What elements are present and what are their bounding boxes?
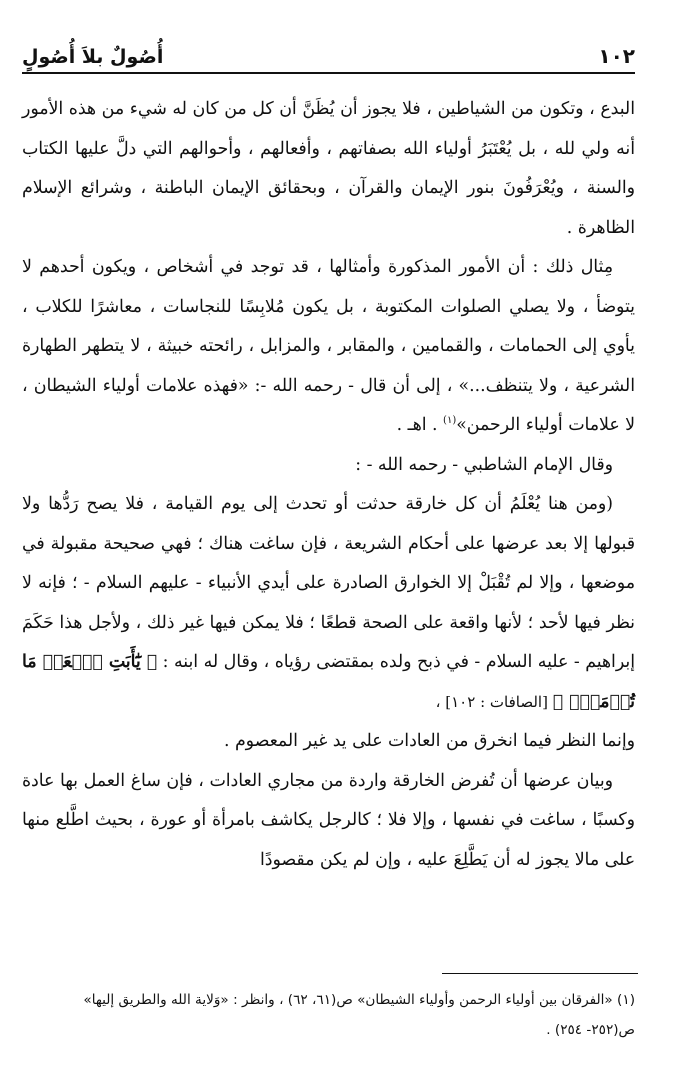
quran-verse: ﴿ يَٰٓأَبَتِ ٱفۡعَلۡ مَا تُؤۡمَرُۖ ﴾ [22,652,635,712]
paragraph-text: (ومن هنا يُعْلَمُ أن كل خارقة حدثت أو تحدث إلى يوم القيامة ، فلا يصح رَدُّها ولا قبولها إلا بعد عرضها على أحكام الشريعة ، فإن ساغت هناك ؛ فهي صحيحة مقبولة في موضعها ، وإلا لم تُقْبَلْ إلا الخوارق الصادرة على أيدي الأنبياء - عليهم السلام - ؛ فإنه لا نظر فيها لأحد ؛ لأنها واقعة على الصحة قطعًا ؛ فلا يمكن فيها غير ذلك ، ولأجل هذا حَكَمَ إبراهيم - عليه السلام - في ذبح ولده بمقتضى رؤياه ، وقال له ابنه : [22,494,635,672]
verse-citation: [الصافات : ١٠٢] ، [435,692,553,711]
paragraph: البدع ، وتكون من الشياطين ، فلا يجوز أن يُظَنَّ أن كل من كان له شيء من هذه الأمور أنه ولي لله ، بل يُعْتَبَرُ أولياء الله بصفاتهم ، وأفعالهم ، وأحوالهم التي دلَّ عليها الكتاب والسنة ، ويُعْرَفُونَ بنور الإيمان والقرآن ، وبحقائق الإيمان الباطنة ، وشرائع الإسلام الظاهرة . [22,99,635,238]
footnote-line: (١) «الفرقان بين أولياء الرحمن وأولياء الشيطان» ص(٦١، ٦٢) ، وانظر : «وَلاية الله والطريق إليها» [83,992,635,1008]
paragraph-end: . اهـ . [396,415,444,435]
book-title: أُصُولٌ بلاَ أُصُولٍ [22,46,164,68]
paragraph: وبيان عرضها أن تُفرض الخارقة واردة من مجاري العادات ، فإن ساغ العمل بها عادة وكسبًا ، ساغت في نفسها ، وإلا فلا ؛ كالرجل يكاشف بامرأة أو عورة ، بحيث اطَّلع منها على مالا يجوز له أن يَطَّلِعَ عليه ، وإن لم يكن مقصودًا [22,770,635,870]
page-header [22,28,635,74]
footnote-line: ص(٢٥٢- ٢٥٤) . [546,1022,635,1038]
paragraph [22,485,635,722]
footnote [22,985,635,1045]
paragraph [22,248,635,446]
main-text [22,90,635,880]
page-number: ١٠٢ [598,44,635,68]
footnote-separator [442,973,638,974]
paragraph-text: مِثال ذلك : أن الأمور المذكورة وأمثالها ، قد توجد في أشخاص ، ويكون أحدهم لا يتوضأ ، ولا يصلي الصلوات المكتوبة ، بل يكون مُلابِسًا للنجاسات ، معاشرًا للكلاب ، يأوي إلى الحمامات ، والقمامين ، والمقابر ، والمزابل ، رائحته خبيثة ، لا يتطهر الطهارة الشرعية ، ولا يتنظف...» ، إلى أن قال - رحمه الله -: «فهذه علامات أولياء الشيطان ، لا علامات أولياء الرحمن» [22,257,635,435]
paragraph: وقال الإمام الشاطبي - رحمه الله - : [355,454,613,475]
footnote-ref[interactable]: (١) [443,415,457,427]
paragraph: وإنما النظر فيما انخرق من العادات على يد غير المعصوم . [223,731,635,751]
